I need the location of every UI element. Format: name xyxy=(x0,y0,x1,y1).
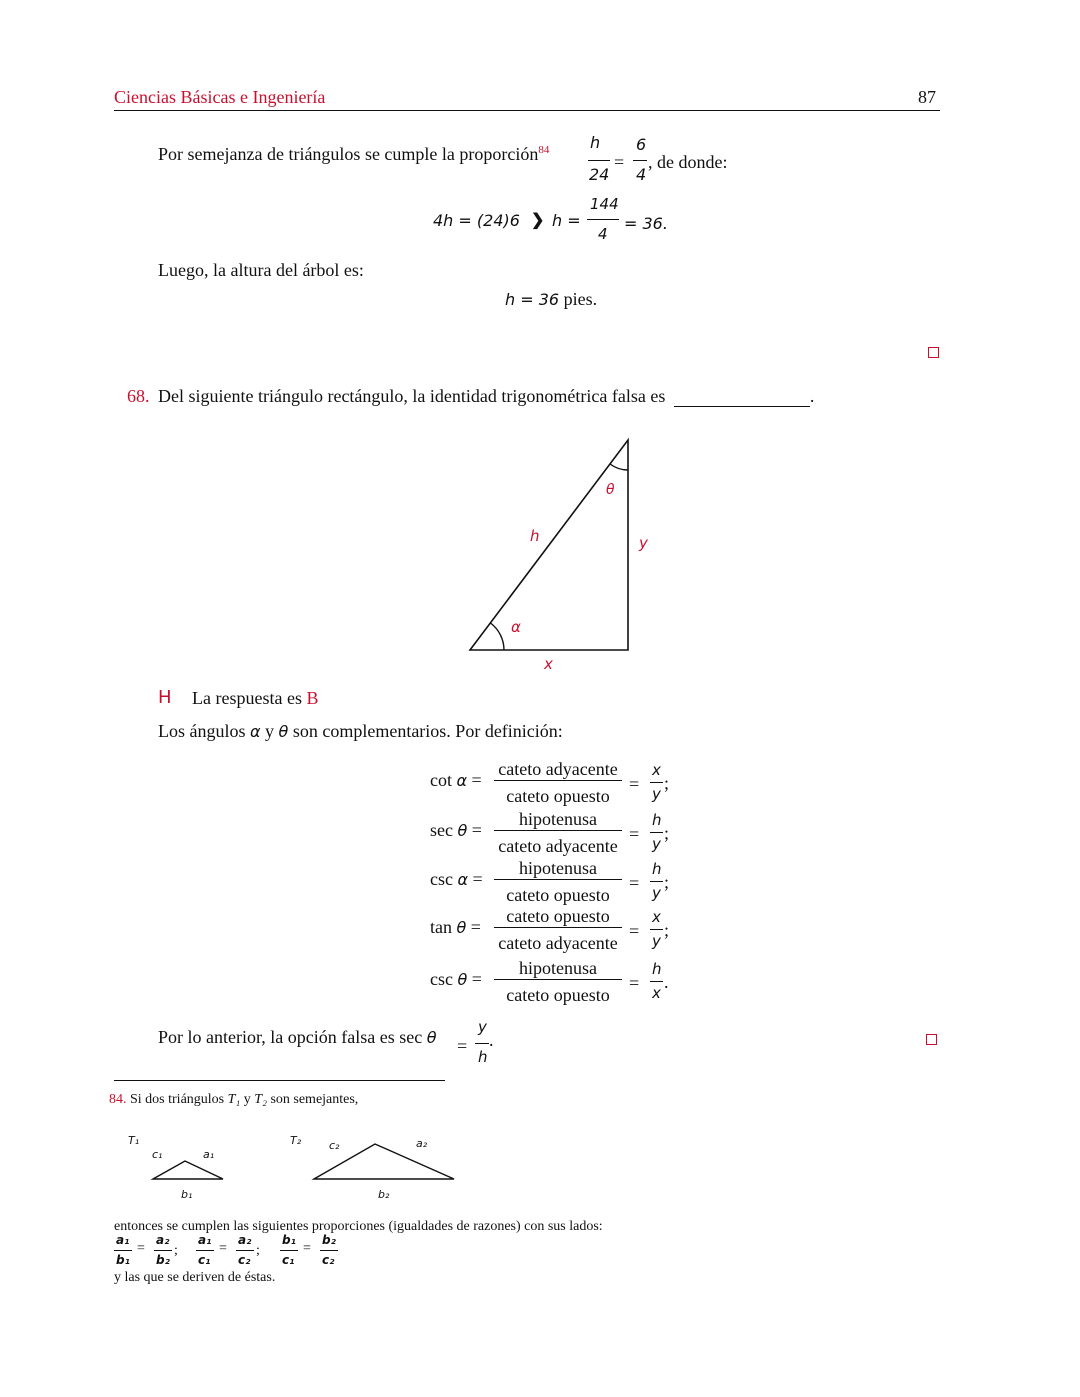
identity-rnum: h xyxy=(652,960,662,978)
label-y: y xyxy=(639,534,648,552)
identity-num: cateto opuesto xyxy=(506,906,610,926)
proportion-intro: Por semejanza de triángulos se cumple la proporción$^{84}$ xyxy=(158,144,550,164)
footnote-rule xyxy=(114,1080,445,1081)
answer-line: La respuesta es B xyxy=(192,688,319,708)
t1-b: b₁ xyxy=(181,1188,193,1201)
identity-frac-line xyxy=(494,879,622,880)
t2-c: c₂ xyxy=(329,1139,340,1152)
height-result: h = 36 pies. xyxy=(505,289,598,309)
footnote-proportions-intro: entonces se cumplen las siguientes proporciones (igualdades de razones) con sus lados: xyxy=(114,1219,603,1234)
identity-num: hipotenusa xyxy=(519,858,597,878)
problem-statement: Del siguiente triángulo rectángulo, la identidad trigonométrica falsa es . xyxy=(158,386,815,406)
identity-end: ; xyxy=(664,872,670,892)
running-header-title: Ciencias Básicas e Ingeniería xyxy=(114,87,326,107)
identity-frac-line xyxy=(494,780,622,781)
problem-number: 68. xyxy=(127,386,150,406)
height-conclusion: Luego, la altura del árbol es: xyxy=(158,260,364,280)
identity-rnum: h xyxy=(652,860,662,878)
identity-frac-line xyxy=(494,927,622,928)
t2-b: b₂ xyxy=(378,1188,390,1201)
identity-rfrac-line xyxy=(650,881,663,882)
page-number: 87 xyxy=(918,87,936,107)
implies-arrow-icon: ❯ xyxy=(531,212,545,229)
identity-frac-line xyxy=(494,979,622,980)
identity-end: ; xyxy=(664,823,670,843)
identity-rfrac-line xyxy=(650,929,663,930)
identity-eq: = xyxy=(629,973,640,993)
label-theta: θ xyxy=(606,482,615,498)
label-x: x xyxy=(544,655,553,673)
identity-rfrac-line xyxy=(650,782,663,783)
complementary-explanation: Los ángulos α y θ son complementarios. Por definición: xyxy=(158,721,563,741)
label-alpha: α xyxy=(511,618,521,636)
identity-lhs: sec θ = xyxy=(430,820,482,840)
identity-rnum: x xyxy=(652,761,661,779)
identity-den: cateto adyacente xyxy=(498,933,618,953)
final-eq-sign: = xyxy=(457,1036,468,1056)
identity-lhs: csc θ = xyxy=(430,969,482,989)
qed-box-icon xyxy=(928,347,939,358)
angle-theta-arc xyxy=(610,464,628,470)
identity-eq: = xyxy=(629,873,640,893)
answer-option: B xyxy=(306,688,319,708)
identity-rfrac-line xyxy=(650,981,663,982)
identity-end: ; xyxy=(664,773,670,793)
identity-num: cateto adyacente xyxy=(498,759,618,779)
final-end: . xyxy=(489,1030,494,1050)
final-frac-line xyxy=(475,1043,489,1044)
identity-den: cateto opuesto xyxy=(506,786,610,806)
identity-rnum: x xyxy=(652,908,661,926)
angle-alpha-arc xyxy=(491,623,505,650)
identity-lhs: csc α = xyxy=(430,869,483,889)
identity-den: cateto adyacente xyxy=(498,836,618,856)
final-answer-line: Por lo anterior, la opción falsa es sec θ xyxy=(158,1027,437,1047)
identity-num: hipotenusa xyxy=(519,809,597,829)
triangle-shape xyxy=(470,440,628,650)
t1-c: c₁ xyxy=(152,1148,163,1161)
identity-frac-line xyxy=(494,830,622,831)
final-num: y xyxy=(478,1018,487,1036)
identity-end: ; xyxy=(664,920,670,940)
header-rule xyxy=(114,110,940,111)
final-den: h xyxy=(478,1048,488,1066)
identity-den: cateto opuesto xyxy=(506,885,610,905)
t2-a: a₂ xyxy=(416,1137,428,1150)
identity-rden: x xyxy=(652,984,661,1002)
footnote-closing: y las que se deriven de éstas. xyxy=(114,1270,276,1285)
t2-name: T₂ xyxy=(290,1134,302,1147)
footnote-intro: 84. Si dos triángulos T₁ y T₂ son semejantes, xyxy=(109,1092,359,1107)
identity-rden: y xyxy=(652,835,661,853)
identity-lhs: cot α = xyxy=(430,770,482,790)
answer-marker: H xyxy=(158,687,172,708)
footnote-ref[interactable]: 84 xyxy=(538,144,550,156)
identity-rfrac-line xyxy=(650,832,663,833)
identity-lhs: tan θ = xyxy=(430,917,481,937)
answer-blank xyxy=(674,392,810,407)
triangle-t1 xyxy=(153,1161,223,1179)
identity-eq: = xyxy=(629,824,640,844)
identity-rden: y xyxy=(652,932,661,950)
identity-end: . xyxy=(664,972,669,992)
identity-rden: y xyxy=(652,884,661,902)
qed-box-icon xyxy=(926,1034,937,1045)
t1-a: a₁ xyxy=(203,1148,215,1161)
t1-name: T₁ xyxy=(128,1134,140,1147)
identity-eq: = xyxy=(629,774,640,794)
identity-num: hipotenusa xyxy=(519,958,597,978)
right-triangle-figure xyxy=(460,432,660,672)
identity-rnum: h xyxy=(652,811,662,829)
label-h: h xyxy=(530,527,540,545)
identity-eq: = xyxy=(629,921,640,941)
identity-rden: y xyxy=(652,785,661,803)
identity-den: cateto opuesto xyxy=(506,985,610,1005)
